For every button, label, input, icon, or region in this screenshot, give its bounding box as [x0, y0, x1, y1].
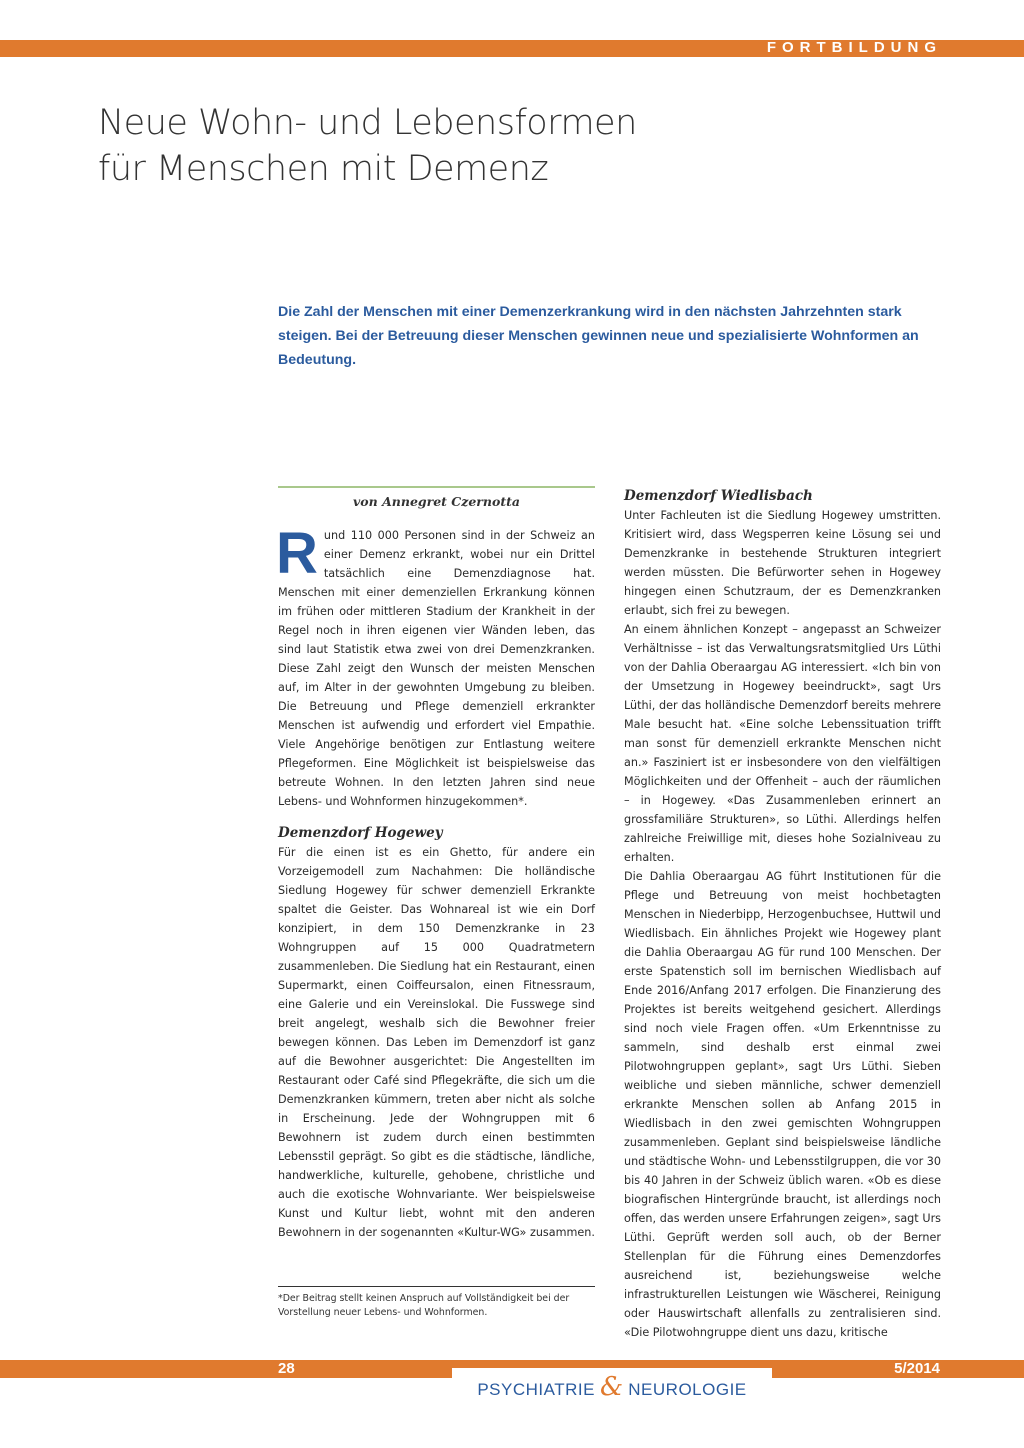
- section-paragraph: Die Dahlia Oberaargau AG führt Institutionen für die Pflege und Betreuung von meist hochbetagten Menschen in Niederbipp, Herzogenbuchsee, Huttwil und Wiedlisbach. Ein ähnliches Projekt wie Hogewey plant die Dahlia Oberaargau AG für rund 100 Menschen. Der erste Spatenstich soll im bernischen Wiedlisbach auf Ende 2016/Anfang 2017 erfolgen. Die Finanzierung des Projektes ist bereits weitgehend gesichert. Allerdings sind noch viele Fragen offen. «Um Erkenntnisse zu sammeln, sind deshalb erst einmal zwei Pilotwohngruppen geplant», sagt Urs Lüthi. Sieben weibliche und sieben männliche, schwer demenziell erkrankte Menschen sollen ab Anfang 2015 in Wiedlisbach in den zwei gemischten Wohngruppen zusammenleben. Geplant sind beispielsweise ländliche und städtische Wohn- und Lebensstilgruppen, die vor 30 bis 40 Jahren in der Schweiz üblich waren. «Ob es diese biografischen Hintergründe braucht, ist allerdings noch offen, das werden unsere Erfahrungen zeigen», sagt Urs Lüthi. Geprüft werden soll auch, ob der Berner Stellenplan für die Führung eines Demenzdorfes ausreichend ist, beziehungsweise welche infrastrukturellen Leistungen wie Wäscherei, Reinigung oder Hauswirtschaft allenfalls zu zentralisieren sind. «Die Pilotwohngruppe dient uns dazu, kritische: [624, 870, 941, 1339]
- footnote: *Der Beitrag stellt keinen Anspruch auf Vollständigkeit bei der Vorstellung neuer Lebens- und Wohnformen.: [278, 1286, 595, 1320]
- section-heading-wiedlisbach: Demenzdorf Wiedlisbach: [624, 488, 813, 504]
- section-paragraph: Unter Fachleuten ist die Siedlung Hogewey umstritten. Kritisiert wird, dass Wegsperren keine Lösung sei und Demenzkranke in bestehende Strukturen integriert werden müssten. Die Befürworter sehen in Hogewey hingegen einen Schutzraum, der es Demenzkranken erlaubt, sich frei zu bewegen.: [624, 509, 941, 617]
- logo-ampersand: &: [600, 1372, 624, 1402]
- article-title: [98, 100, 798, 192]
- issue-number: 5/2014: [894, 1360, 940, 1377]
- intro-paragraph: [276, 521, 595, 811]
- section-paragraph: An einem ähnlichen Konzept – angepasst an Schweizer Verhältnisse – ist das Verwaltungsratsmitglied Urs Lüthi von der Dahlia Oberaargau AG interessiert. «Ich bin von der Umsetzung in Hogewey beeindruckt», sagt Urs Lüthi, der das holländische Demenzdorf bereits mehrere Male besucht hat. «Eine solche Lebenssituation trifft man sonst für demenziell erkrankte Menschen nicht an.» Fasziniert ist er insbesondere von den vielfältigen Möglichkeiten und der Offenheit – auch der räumlichen – in Hogewey. «Das Zusammenleben erinnert an grossfamiliäre Strukturen», so Lüthi. Allerdings helfen zahlreiche Freiwillige mit, dieses hohe Sozialniveau zu erhalten.: [624, 623, 941, 864]
- journal-logo: [452, 1368, 772, 1412]
- logo-text-right: NEUROLOGIE: [628, 1380, 747, 1399]
- section-label: FORTBILDUNG: [766, 39, 942, 56]
- left-column: [278, 486, 595, 1242]
- section-heading-hogewey: Demenzdorf Hogewey: [278, 825, 443, 841]
- author-byline: von Annegret Czernotta: [278, 486, 595, 510]
- title-line-2: für Menschen mit Demenz: [98, 149, 549, 189]
- right-column: [624, 486, 941, 1342]
- page-number: 28: [278, 1360, 295, 1377]
- section-text-hogewey: Für die einen ist es ein Ghetto, für andere ein Vorzeigemodell zum Nachahmen: Die holländische Siedlung Hogewey für schwer demenziell Erkrankte spaltet die Geister. Das Wohnareal ist wie ein Dorf konzipiert, in dem 150 Demenzkranke in 23 Wohngruppen auf 15 000 Quadratmetern zusammenleben. Die Siedlung hat ein Restaurant, einen Supermarkt, einen Coiffeursalon, einen Fitnessraum, eine Galerie und ein Vereinslokal. Die Fusswege sind breit angelegt, weshalb sich die Bewohner freier bewegen können. Das Leben im Demenzdorf ist ganz auf die Bewohner ausgerichtet: Die Angestellten im Restaurant oder Café sind Pflegekräfte, die sich um die Demenzkranken kümmern, treten aber nicht als solche in Erscheinung. Jede der Wohngruppen mit 6 Bewohnern ist zudem durch einen bestimmten Lebensstil geprägt. So gibt es die städtische, ländliche, handwerkliche, kulturelle, gehobene, christliche und auch die exotische Wohnvariante. Wer beispielsweise Kunst und Kultur liebt, wohnt mit den anderen Bewohnern in der sogenannten «Kultur-WG» zusammen.: [278, 846, 595, 1239]
- logo-text-left: PSYCHIATRIE: [477, 1380, 595, 1399]
- title-line-1: Neue Wohn- und Lebensformen: [98, 103, 637, 143]
- intro-text: und 110 000 Personen sind in der Schweiz an einer Demenz erkrankt, wobei nur ein Drittel tatsächlich eine Demenzdiagnose hat. Menschen mit einer demenziellen Erkrankung können im frühen oder mittleren Stadium der Krankheit in der Regel noch in ihren eigenen vier Wänden leben, das sind laut Statistik etwa zwei von drei Demenzkranken. Diese Zahl zeigt den Wunsch der meisten Menschen auf, im Alter in der gewohnten Umgebung zu bleiben. Die Betreuung und Pflege demenziell erkrankter Menschen ist aufwendig und erfordert viel Empathie. Viele Angehörige benötigen zur Entlastung weitere Pflegeformen. Eine Möglichkeit ist beispielsweise das betreute Wohnen. In den letzten Jahren sind neue Lebens- und Wohnformen hinzugekommen*.: [278, 529, 595, 808]
- drop-cap: R: [276, 521, 318, 586]
- lead-paragraph: Die Zahl der Menschen mit einer Demenzerkrankung wird in den nächsten Jahrzehnten stark steigen. Bei der Betreuung dieser Menschen gewinnen neue und spezialisierte Wohnformen an Bedeutung.: [278, 304, 919, 368]
